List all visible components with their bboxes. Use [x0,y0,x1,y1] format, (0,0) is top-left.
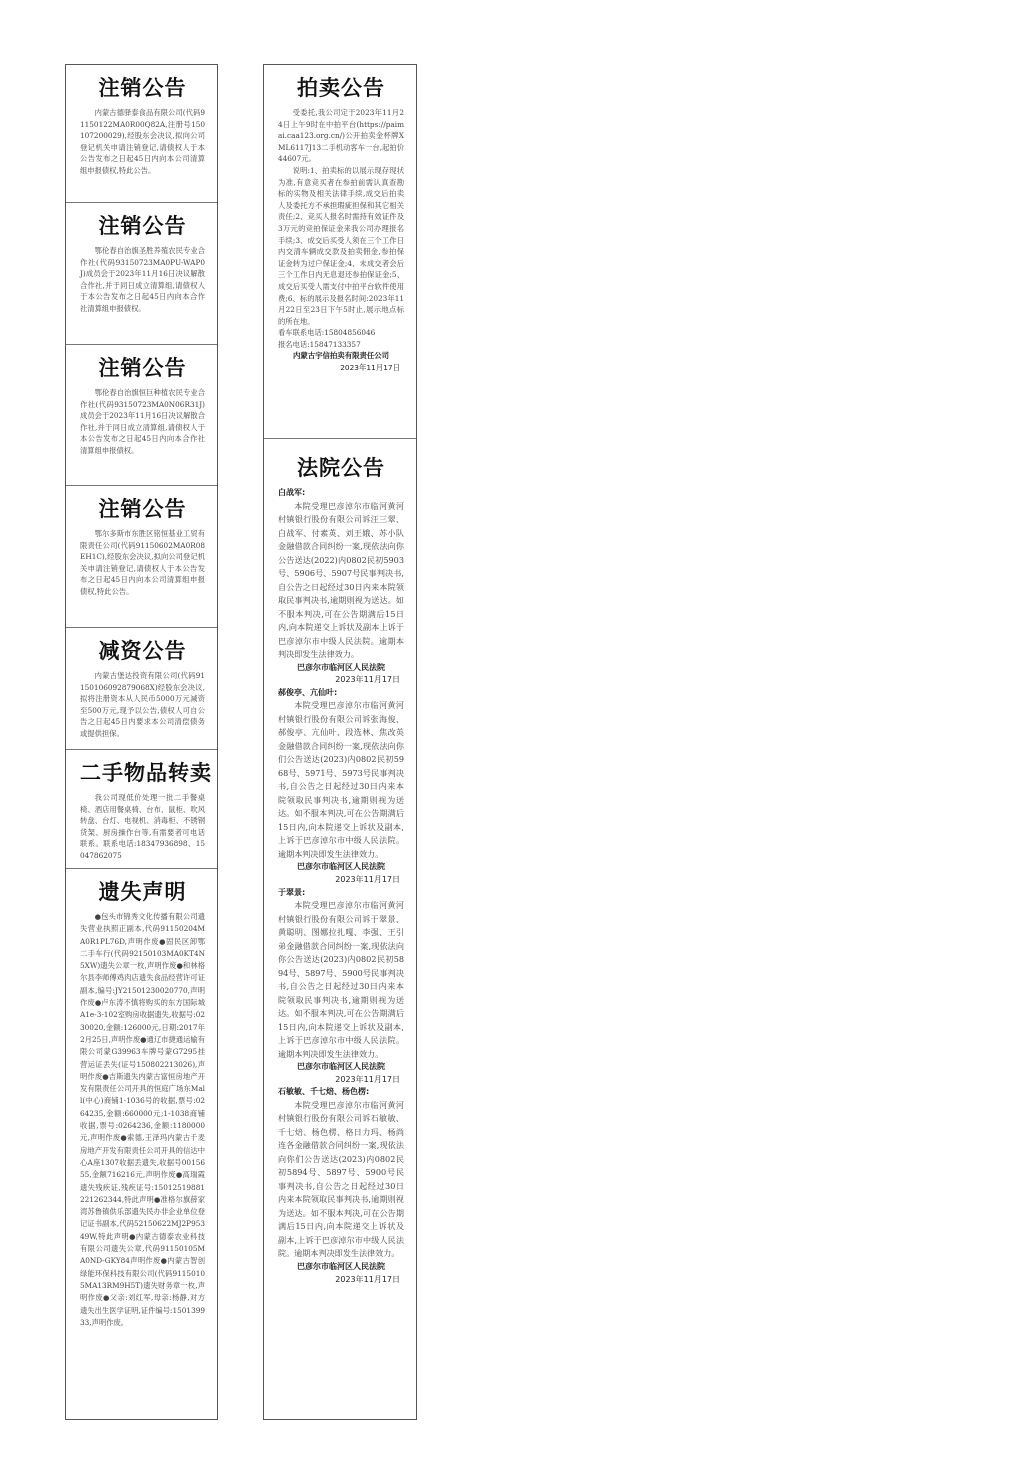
notice-title: 拍卖公告 [297,76,385,100]
right-notice-column [263,64,417,1420]
notice-title: 法院公告 [297,456,385,480]
notice-text: 鄂伦春自治旗恒巨种植农民专业合作社(代码93150723MA0N06R31J)成员会于2023年11月16日决议解散合作社,并于同日成立清算组,请债权人于本公告发布之日起45日内向本合作社清算组申报债权。 [80,388,205,455]
court-date: 2023年11月17日 [335,1074,400,1084]
court-addressee: 白战军: [278,488,306,497]
capital-reduction-notice [66,628,217,750]
notice-title: 注销公告 [98,356,187,380]
left-notice-column [65,64,218,1420]
notice-title: 二手物品转卖 [80,761,212,785]
notice-title: 注销公告 [98,76,187,100]
auction-notes: 说明:1、拍卖标的以展示现存现状为准,有意竞买者在参拍前需认真查勘标的实物及相关法律手续,成交后拍卖人及委托方不承担瑕疵担保和其它相关责任;2、竞买人报名时需持有效证件及3万元的竞拍保证金来我公司办理报名手续;3、成交后买受人须在三个工作日内交清车辆成交款及拍卖佣金,参拍保证金转为过户保证金;4、未成交者会后三个工作日内无息退还参拍保证金;5、成交后买受人需支付中拍平台软件使用费;6、标的展示及报名时间:2023年11月22日至23日下午5时止,展示地点标的所在地。 [278,165,404,326]
court-text: 本院受理巴彦淖尔市临河黄河村镇银行股份有限公司诉张海俊、郝俊亭、亢仙叶、段选林、焦改英金融借款合同纠纷一案,现依法向你们公告送达(2023)内0802民初5968号、5971号、5973号民事判决书,自公告之日起经过30日内来本院领取民事判决书,逾期则视为送达。如不服本判决,可在公告期满后15日内,向本院递交上诉状及副本,上诉于巴彦淖尔市中级人民法院。逾期本判决即发生法律效力。 [278,700,404,859]
deregistration-notice-4 [66,486,217,628]
court-addressee: 于翠景: [278,887,306,897]
notice-text: 内蒙古堡达投资有限公司(代码91150106092879068X)经股东会决议,拟将注册资本从人民币5000万元减资至500万元,现予以公告,债权人可自公告之日起45日内要求本公司清偿债务或提供担保。 [80,671,205,738]
court-name: 巴彦尔市临河区人民法院 [297,862,385,872]
auction-company: 内蒙古宇信拍卖有限责任公司 [292,351,390,361]
registration-phone: 报名电话:15847133357 [278,339,361,349]
court-text: 本院受理巴彦淖尔市临河黄河村镇银行股份有限公司诉于翠景、黄聪明、图娜拉扎嘎、李强、王引弟金融借款合同纠纷一案,现依法向你公告送达(2023)内0802民初5894号、5897号、5900号民事判决书,自公告之日起经过30日内来本院领取民事判决书,逾期则视为送达。如不服本判决,可在公告期满后15日内,向本院递交上诉状及副本,上诉于巴彦淖尔市中级人民法院。逾期本判决即发生法律效力。 [278,900,404,1059]
court-addressee: 石敏敏、千七焙、杨色楞: [278,1087,370,1097]
auction-date: 2023年11月17日 [340,363,400,373]
viewing-phone: 看车联系电话:15804856046 [278,328,376,338]
deregistration-notice-2 [66,203,217,345]
court-name: 巴彦尔市临河区人民法院 [297,1062,385,1072]
notice-title: 注销公告 [98,497,187,521]
deregistration-notice-3 [66,345,217,486]
auction-notice [264,65,416,439]
notice-text: 鄂伦春自治旗圣胜养殖农民专业合作社(代码93150723MA0PU-WAP0J)成员会于2023年11月16日决议解散合作社,并于同日成立清算组,请债权人于本公告发布之日起45日内向本合作社清算组申报债权。 [80,246,205,313]
court-date: 2023年11月17日 [335,675,400,685]
notice-text: 我公司现低价处理一批二手餐桌椅、酒店用餐桌椅、台布、鼠柜、吹风转盘、台灯、电视机、消毒柜、不锈钢货架、厨房操作台等,有需要者可电话联系。联系电话:18347936898、15047862075 [80,793,205,860]
deregistration-notice-1 [66,65,217,203]
court-name: 巴彦尔市临河区人民法院 [297,1261,385,1271]
notice-title: 注销公告 [98,214,187,238]
notice-text: ●包头市锦秀文化传播有限公司遗失营业执照正副本,代码91150204MA0R1PL76D,声明作废●固民区卸鄂二手车行(代码92150103MA0KT4N5XW)遗失公章一枚,声明作废●和林格尔县李师傅鸡肉店遗失食品经营许可证副本,编号:JY21501230020770,声明作废●卢东涛不慎将购买的东方国际城A1e-3-102室购房收据遗失,收据号:0230020,金额:126000元,日期:2017年2月25日,声明作废●通辽市捷通运输有限公司蒙G39963车牌号蒙G7295挂营运证丢失(证号150802213026),声明作废●吉斯遗失内蒙古富恒房地产开发有限责任公司开具的恒庭广场东Mall(中心)商铺1-1036号的收据,票号:0264235,金额:660000元;1-1038商铺收据,票号:0264236,金额:1180000元,声明作废●索德,王泽玛内蒙古千麦房地产开发有限责任公司开具的信达中心A座1307收据丢遗失,收据号0015655,金额716216元,声明作废●高瑞霞遗失残疾证,残疾证号:15012519881221262344,特此声明●准格尔旗薛家湾苏鲁镇供乐部遗失民办非企业单位登记证书副本,代码52150622MJ2P95349W,特此声明●内蒙古德泰农业科技有限公司遗失公章,代码91150105MA0ND-GKY84声明作废●内蒙古智创绿能环保科技有限公司(代码91150105MA13RM9H5T)遗失财务章一枚,声明作废●父亲:刘红军,母亲:杨静,对方遗失出生医学证明,证件编号:150139933,声明作废。 [80,912,205,1327]
auction-intro: 受委托,我公司定于2023年11月24日上午9时在中拍平台(https://paimai.caa123.org.cn/)公开拍卖金杯牌XML6117J13二手机动客车一台,起拍价44607元。 [278,108,404,164]
court-date: 2023年11月17日 [335,874,400,884]
court-addressee: 郝俊亭、亢仙叶: [278,687,338,697]
secondhand-sale-notice [66,750,217,869]
loss-declaration-notice [66,869,217,1419]
notice-text: 内蒙古德驿泰食品有限公司(代码91150122MA0R00Q82A,注册号150107200029),经股东会决议,拟向公司登记机关申请注销登记,请债权人于本公告发布之日起45日内向本公司清算组申报债权,特此公告。 [80,108,205,175]
court-text: 本院受理巴彦淖尔市临河黄河村镇银行股份有限公司诉石敏敏、千七焙、杨色楞、格日力玛、杨尚连各金融借款合同纠纷一案,现依法向你们公告送达(2023)内0802民初5894号、5897号、5900号民事判决书,自公告之日起经过30日内来本院领取民事判决书,逾期则视为送达。如不服本判决,可在公告期满后15日内,向本院递交上诉状及副本,上诉于巴彦淖尔市中级人民法院。逾期本判决即发生法律效力。 [278,1099,404,1259]
notice-text: 鄂尔多斯市东胜区铭恒基业工贸有限责任公司(代码91150602MA0R08EH1C),经股东会决议,拟向公司登记机关申请注销登记,请债权人于本公告发布之日起45日内向本公司清算组申报债权,特此公告。 [80,529,205,596]
court-text: 本院受理巴彦淖尔市临河黄河村镇银行股份有限公司诉汪三翠、白战军、付素英、刘王娥、苏小队金融借款合同纠纷一案,现依法向你公告送达(2022)内0802民初5903号、5906号、5907号民事判决书,自公告之日起经过30日内来本院领取民事判决书,逾期则视为送达。如不服本判决,可在公告期满后15日内,向本院递交上诉状及副本上诉于巴彦淖尔市中级人民法院。逾期本判决即发生法律效力。 [278,500,404,660]
notice-title: 减资公告 [98,639,187,663]
court-notice [264,439,416,1419]
court-date: 2023年11月17日 [335,1274,400,1284]
notice-title: 遗失声明 [98,880,187,904]
court-name: 巴彦尔市临河区人民法院 [297,662,385,672]
